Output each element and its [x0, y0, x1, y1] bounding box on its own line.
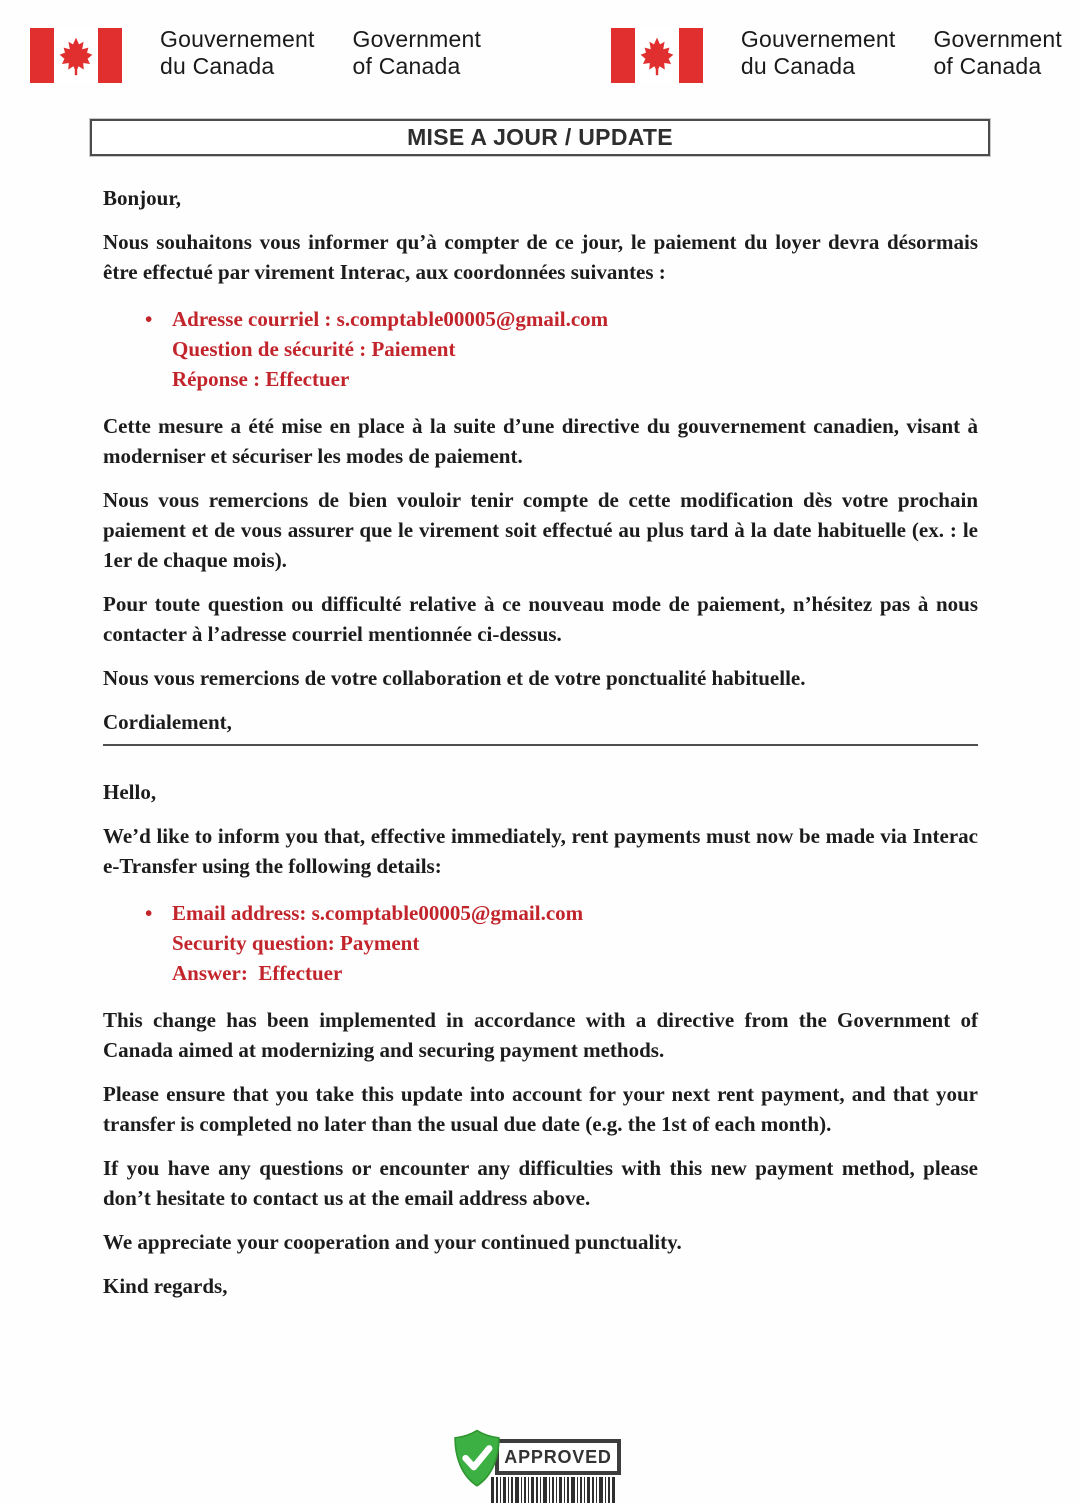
french-paragraph-2: Cette mesure a été mise en place à la suite d’une directive du gouvernement canadien, visant à moderniser et sécuriser les modes de paiement.: [103, 414, 978, 468]
flag-bar-right: [98, 28, 122, 83]
canada-flag-icon: [611, 28, 703, 83]
flag-bar-right: [679, 28, 703, 83]
wordmark-english: [933, 26, 1062, 80]
french-payment-details-list: [103, 304, 978, 394]
english-paragraph-1: We’d like to inform you that, effective immediately, rent payments must now be made via Interac e-Transfer using the following details:: [103, 824, 978, 878]
english-email-address: • Email address: s.comptable00005@gmail.com: [172, 901, 584, 925]
french-email-address: • Adresse courriel : s.comptable00005@gmail.com: [172, 307, 609, 331]
canada-flag-icon: [30, 28, 122, 83]
french-paragraph-3: Nous vous remercions de bien vouloir tenir compte de cette modification dès votre prochain paiement et de vous assurer que le virement soit effectué au plus tard à la date habituelle (ex. : le 1er de chaque mois).: [103, 488, 978, 572]
french-greeting: Bonjour,: [103, 186, 182, 210]
english-closing: Kind regards,: [103, 1274, 228, 1298]
wordmark-french: [741, 26, 896, 80]
french-paragraph-5: Nous vous remercions de votre collaboration et de votre ponctualité habituelle.: [103, 666, 806, 690]
update-banner: [90, 119, 990, 156]
wordmark-english-line2: of Canada: [352, 53, 461, 79]
letter-body: [103, 183, 978, 1301]
english-security-answer: Answer: Effectuer: [172, 961, 343, 985]
wordmark-english: [353, 26, 482, 80]
maple-leaf-icon: [637, 34, 677, 78]
canada-wordmark-left: [30, 26, 481, 83]
canada-wordmark-right: [611, 26, 1062, 83]
wordmark-english-line2: of Canada: [933, 53, 1042, 79]
approved-stamp: [451, 1420, 626, 1503]
french-section: [103, 183, 978, 746]
header: [0, 0, 1080, 83]
english-paragraph-2: This change has been implemented in accordance with a directive from the Government of Canada aimed at modernizing and securing payment methods.: [103, 1008, 978, 1062]
barcode-icon: [491, 1477, 617, 1503]
approved-label: APPROVED: [504, 1446, 612, 1467]
english-payment-details-list: [103, 898, 978, 988]
shield-checkmark-icon: [451, 1424, 503, 1494]
wordmark-french-line2: du Canada: [740, 53, 856, 79]
english-paragraph-4: If you have any questions or encounter any difficulties with this new payment method, please don’t hesitate to contact us at the email address above.: [103, 1156, 978, 1210]
wordmark-french-line1: Gouvernement: [160, 26, 315, 52]
wordmark-french: [160, 26, 315, 80]
french-payment-details-item: [145, 304, 978, 394]
flag-field: [54, 28, 98, 83]
wordmark-french-line1: Gouvernement: [740, 26, 896, 52]
french-security-answer: Réponse : Effectuer: [172, 367, 350, 391]
french-closing: Cordialement,: [103, 707, 978, 746]
wordmark-english-line1: Government: [352, 26, 482, 52]
french-security-question: Question de sécurité : Paiement: [172, 337, 456, 361]
english-payment-details-item: [145, 898, 978, 988]
flag-field: [635, 28, 679, 83]
english-section: [103, 777, 978, 1301]
english-security-question: Security question: Payment: [172, 931, 420, 955]
update-banner-title: MISE A JOUR / UPDATE: [407, 124, 673, 150]
french-paragraph-4: Pour toute question ou difficulté relative à ce nouveau mode de paiement, n’hésitez pas à nous contacter à l’adresse courriel mentionnée ci-dessus.: [103, 592, 978, 646]
flag-bar-left: [30, 28, 54, 83]
maple-leaf-icon: [56, 34, 96, 78]
english-paragraph-3: Please ensure that you take this update into account for your next rent payment, and that your transfer is completed no later than the usual due date (e.g. the 1st of each month).: [103, 1082, 978, 1136]
wordmark-english-line1: Government: [933, 26, 1062, 52]
approved-label-box: [495, 1439, 621, 1475]
flag-bar-left: [611, 28, 635, 83]
english-greeting: Hello,: [103, 780, 157, 804]
wordmark-french-line2: du Canada: [160, 53, 275, 79]
french-paragraph-1: Nous souhaitons vous informer qu’à compter de ce jour, le paiement du loyer devra désormais être effectué par virement Interac, aux coordonnées suivantes :: [103, 230, 978, 284]
english-paragraph-5: We appreciate your cooperation and your continued punctuality.: [103, 1230, 682, 1254]
